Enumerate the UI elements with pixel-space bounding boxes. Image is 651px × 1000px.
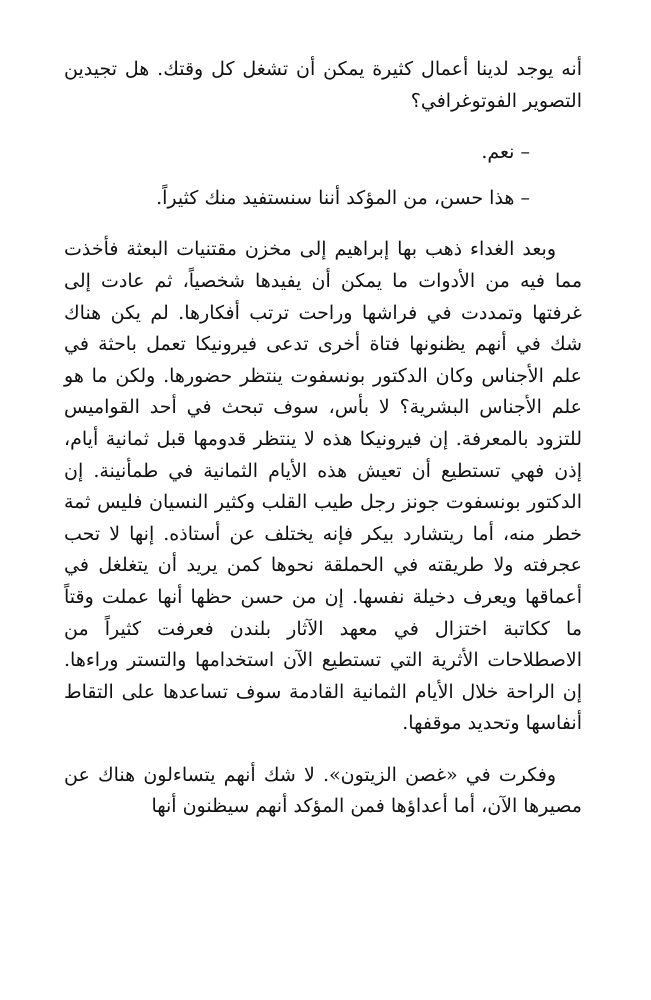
dialogue-line-benefit: – هذا حسن، من المؤكد أننا سنستفيد منك كثيراً. bbox=[156, 186, 530, 209]
paragraph-main: وبعد الغداء ذهب بها إبراهيم إلى مخزن مقتنيات البعثة فأخذت مما فيه من الأدوات ما يمكن أن يفيدها شخصياً، ثم عادت إلى غرفتها وتمددت في فراشها وراحت ترتب أفكارها. لم يكن هناك شك في أنهم يظنونها فتاة أخرى تدعى فيرونيكا تعمل باحثة في علم الأجناس وكان الدكتور بونسفوت ينتظر حضورها. ولكن ما هو علم الأجناس البشرية؟ لا بأس، سوف تبحث في أحد القواميس للتزود بالمعرفة. إن فيرونيكا هذه لا ينتظر قدومها قبل ثمانية أيام، إذن فهي تستطيع أن تعيش هذه الأيام الثمانية في طمأنينة. إن الدكتور بونسفوت جونز رجل طيب القلب وكثير النسيان فليس ثمة خطر منه، أما ريتشارد بيكر فإنه يختلف عن أستاذه. إنها لا تحب عجرفته ولا طريقته في الحملقة نحوها كمن يريد أن يتغلغل في أعماقها ويعرف دخيلة نفسها. إن من حسن حظها أنها عملت وقتاً ما ككاتبة اختزال في معهد الآثار بلندن فعرفت كثيراً من الاصطلاحات الأثرية التي تستطيع الآن استخدامها والتستر وراءها. إن الراحة خلال الأيام الثمانية القادمة سوف تساعدها على التقاط أنفاسها وتحديد موقفها. bbox=[64, 238, 582, 735]
paragraph-olive-branch: وفكرت في «غصن الزيتون». لا شك أنهم يتساءلون هناك عن مصيرها الآن، أما أعداؤها فمن المؤكد أنهم سيظنون أنها bbox=[64, 763, 582, 818]
paragraph-continued: أنه يوجد لدينا أعمال كثيرة يمكن أن تشغل كل وقتك. هل تجيدين التصوير الفوتوغرافي؟ bbox=[64, 58, 582, 112]
dialogue-line-yes: – نعم. bbox=[481, 141, 530, 164]
book-page bbox=[64, 54, 582, 823]
